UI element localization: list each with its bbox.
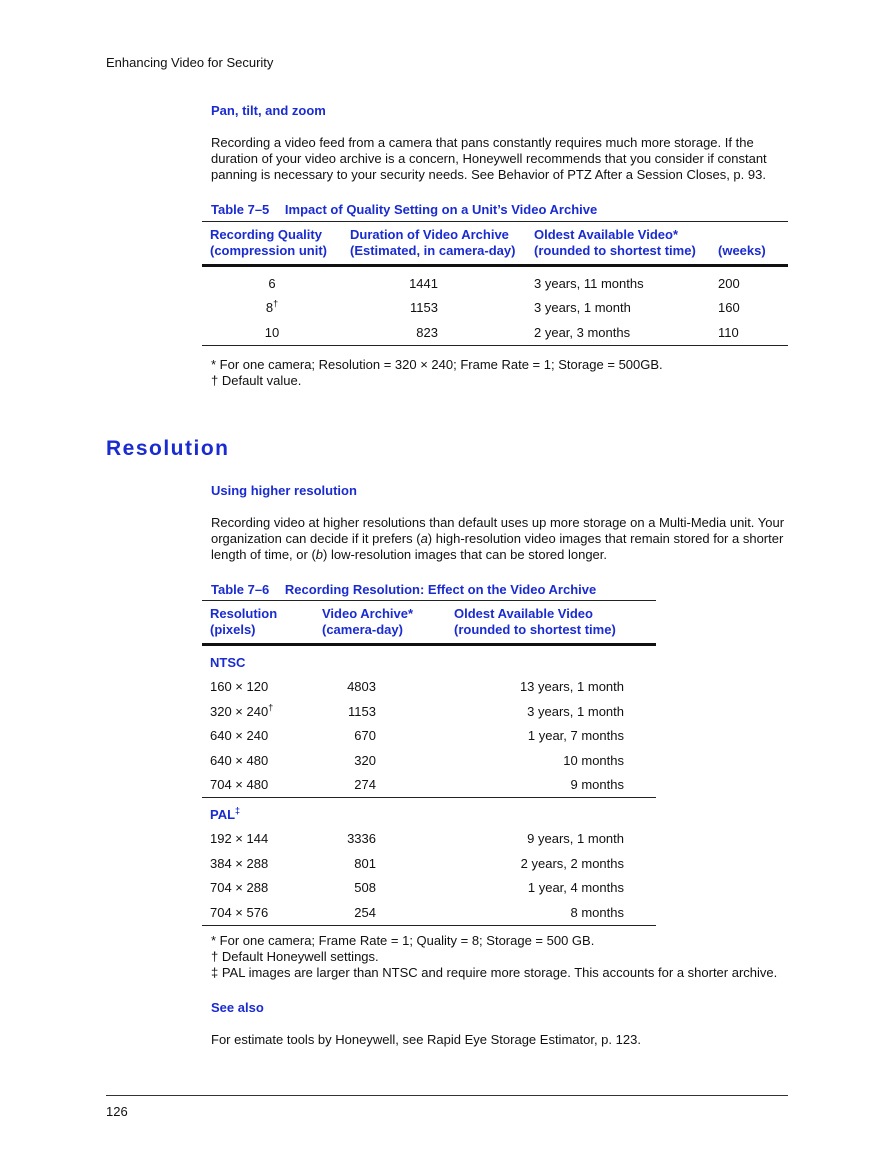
table6-header-line: (rounded to shortest time) — [454, 622, 616, 637]
table6-group-row — [202, 798, 656, 827]
table5-oldest-cell: 2 year, 3 months — [534, 324, 631, 340]
table6-oldest-cell: 9 months — [446, 773, 656, 798]
table6-archive-cell: 508 — [354, 880, 376, 896]
footnote-mark: † — [273, 298, 279, 309]
cell-text: 6 — [268, 275, 276, 291]
table5-header-duration — [342, 222, 526, 266]
table5-header-line: (compression unit) — [210, 243, 328, 258]
table6-note: † Default Honeywell settings. — [211, 949, 379, 964]
table6-oldest-cell: 3 years, 1 month — [527, 703, 624, 719]
footnote-mark: † — [268, 702, 274, 713]
page-number: 126 — [106, 1104, 128, 1119]
cell-text: 192 × 144 — [210, 831, 269, 847]
table6-header-line: Video Archive* — [322, 606, 414, 621]
table5-notes — [211, 357, 663, 389]
table5-header-oldest — [526, 222, 710, 266]
resolution-table — [202, 600, 656, 926]
cell-text: 160 × 120 — [210, 679, 269, 695]
table-row — [202, 773, 656, 798]
paragraph-text: Recording video at higher resolutions than default uses up more storage on a Multi-Media unit. Your organization can decide if it prefers ( — [211, 515, 785, 546]
table6-archive-cell: 274 — [314, 773, 446, 798]
table5-duration-cell: 1153 — [410, 300, 438, 316]
table6-oldest-cell: 1 year, 4 months — [527, 880, 624, 896]
cell-text: 704 × 576 — [210, 904, 269, 920]
see-also-paragraph: For estimate tools by Honeywell, see Rapid Eye Storage Estimator, p. 123. — [211, 1032, 641, 1047]
quality-table — [202, 221, 788, 346]
table5-note: * For one camera; Resolution = 320 × 240; Frame Rate = 1; Storage = 500GB. — [211, 357, 663, 372]
table6-group-label — [202, 798, 656, 827]
table6-archive-cell: 320 — [354, 752, 376, 768]
table6-oldest-cell: 10 months — [563, 752, 624, 768]
resolution-paragraph — [211, 515, 791, 563]
paragraph-text: ) low-resolution images that can be stored longer. — [323, 547, 608, 562]
cell-text: 10 — [264, 324, 280, 340]
table-row — [202, 851, 656, 876]
ptz-paragraph: Recording a video feed from a camera that pans constantly requires much more storage. If the duration of your video archive is a concern, Honeywell recommends that you consider if constant panning is necessary to your security needs. See Behavior of PTZ After a Session Closes, p. 93. — [211, 135, 767, 182]
section-title-resolution: Resolution — [106, 437, 230, 460]
table5-header-line: Recording Quality — [210, 227, 322, 242]
table-row — [202, 699, 656, 724]
table-row — [202, 724, 656, 749]
table-row — [202, 900, 656, 925]
table-row — [202, 296, 788, 321]
table6-caption — [211, 582, 596, 597]
table-row — [202, 876, 656, 901]
group-name: PAL — [210, 806, 236, 822]
table6-header-line: Resolution — [210, 606, 278, 621]
table6-oldest-cell: 9 years, 1 month — [527, 831, 624, 847]
table5-note: † Default value. — [211, 373, 302, 388]
table6-header-line: (camera-day) — [322, 622, 403, 637]
table5-header-row — [202, 222, 788, 266]
table6-header-oldest — [446, 601, 656, 645]
table-row — [202, 827, 656, 852]
cell-text: 8 — [265, 300, 274, 316]
table6-archive-cell: 254 — [314, 900, 446, 925]
cell-text: 640 × 480 — [210, 752, 269, 768]
table5-title: Impact of Quality Setting on a Unit’s Video Archive — [284, 202, 598, 217]
table6-number: Table 7–6 — [211, 582, 270, 597]
table5-quality-cell — [202, 320, 342, 345]
table5-number: Table 7–5 — [211, 202, 270, 217]
table-row — [202, 320, 788, 345]
table5-header-weeks — [710, 222, 788, 266]
table6-archive-cell: 801 — [354, 855, 376, 871]
paragraph-italic: a — [420, 531, 428, 546]
table5-header-line: Duration of Video Archive — [350, 227, 509, 242]
table6-archive-cell: 3336 — [347, 831, 376, 847]
table5-header-line: (rounded to shortest time) — [534, 243, 696, 258]
table5-oldest-cell: 3 years, 11 months — [534, 275, 644, 291]
table5-weeks-cell: 200 — [718, 275, 740, 291]
table6-header-line: Oldest Available Video — [454, 606, 593, 621]
resolution-heading: Using higher resolution — [211, 483, 357, 498]
table6-res-cell — [202, 724, 314, 749]
see-also-heading: See also — [211, 1000, 264, 1015]
table5-caption — [211, 202, 597, 217]
table6-title: Recording Resolution: Effect on the Video Archive — [284, 582, 597, 597]
table5-duration-cell: 823 — [416, 324, 438, 340]
cell-text: 384 × 288 — [210, 855, 269, 871]
table5-oldest-cell: 3 years, 1 month — [534, 300, 631, 316]
table6-header-resolution — [202, 601, 314, 645]
table-row — [202, 266, 788, 296]
table5-weeks-cell: 160 — [718, 300, 740, 316]
group-name: NTSC — [210, 654, 246, 670]
table5-quality-cell — [202, 266, 342, 296]
table6-oldest-cell: 8 months — [446, 900, 656, 925]
paragraph-text: ) high-resolution video images that remain stored for a shorter length of time, or ( — [211, 531, 784, 562]
table6-oldest-cell: 13 years, 1 month — [519, 679, 624, 695]
table6-res-cell — [202, 851, 314, 876]
table5-duration-cell: 1441 — [409, 275, 438, 291]
table6-note: * For one camera; Frame Rate = 1; Quality = 8; Storage = 500 GB. — [211, 933, 595, 948]
cell-text: 640 × 240 — [210, 728, 269, 744]
table5-header-line: (Estimated, in camera-day) — [350, 243, 516, 258]
running-header: Enhancing Video for Security — [106, 55, 274, 70]
table-row — [202, 675, 656, 700]
table5-header-quality — [202, 222, 342, 266]
footnote-mark: ‡ — [235, 805, 241, 816]
table5-quality-cell — [202, 296, 342, 321]
ptz-heading: Pan, tilt, and zoom — [211, 103, 326, 118]
table6-archive-cell: 4803 — [347, 679, 376, 695]
table6-oldest-cell: 1 year, 7 months — [527, 728, 624, 744]
table6-group-row — [202, 645, 656, 675]
table6-res-cell — [202, 827, 314, 852]
table6-archive-cell: 670 — [354, 728, 376, 744]
table6-archive-cell: 1153 — [348, 703, 376, 719]
table5-weeks-cell: 110 — [718, 324, 739, 340]
paragraph-italic: b — [315, 547, 324, 562]
table-row — [202, 748, 656, 773]
table6-oldest-cell: 2 years, 2 months — [520, 855, 624, 871]
table5-header-line: Oldest Available Video* — [534, 227, 679, 242]
table6-res-cell — [202, 699, 314, 724]
table6-header-row — [202, 601, 656, 645]
table6-res-cell — [202, 876, 314, 901]
table6-res-cell — [202, 773, 314, 798]
table6-res-cell — [202, 748, 314, 773]
table6-note: ‡ PAL images are larger than NTSC and require more storage. This accounts for a shorter archive. — [211, 965, 778, 980]
cell-text: 320 × 240 — [210, 703, 269, 719]
table6-res-cell — [202, 900, 314, 925]
table6-res-cell — [202, 675, 314, 700]
table6-group-label — [202, 645, 656, 675]
cell-text: 704 × 288 — [210, 880, 269, 896]
table6-header-line: (pixels) — [210, 622, 256, 637]
table6-header-archive — [314, 601, 446, 645]
footer-rule — [106, 1095, 788, 1096]
cell-text: 704 × 480 — [210, 777, 269, 793]
table6-notes — [211, 933, 777, 981]
table5-header-line: (weeks) — [718, 243, 766, 258]
